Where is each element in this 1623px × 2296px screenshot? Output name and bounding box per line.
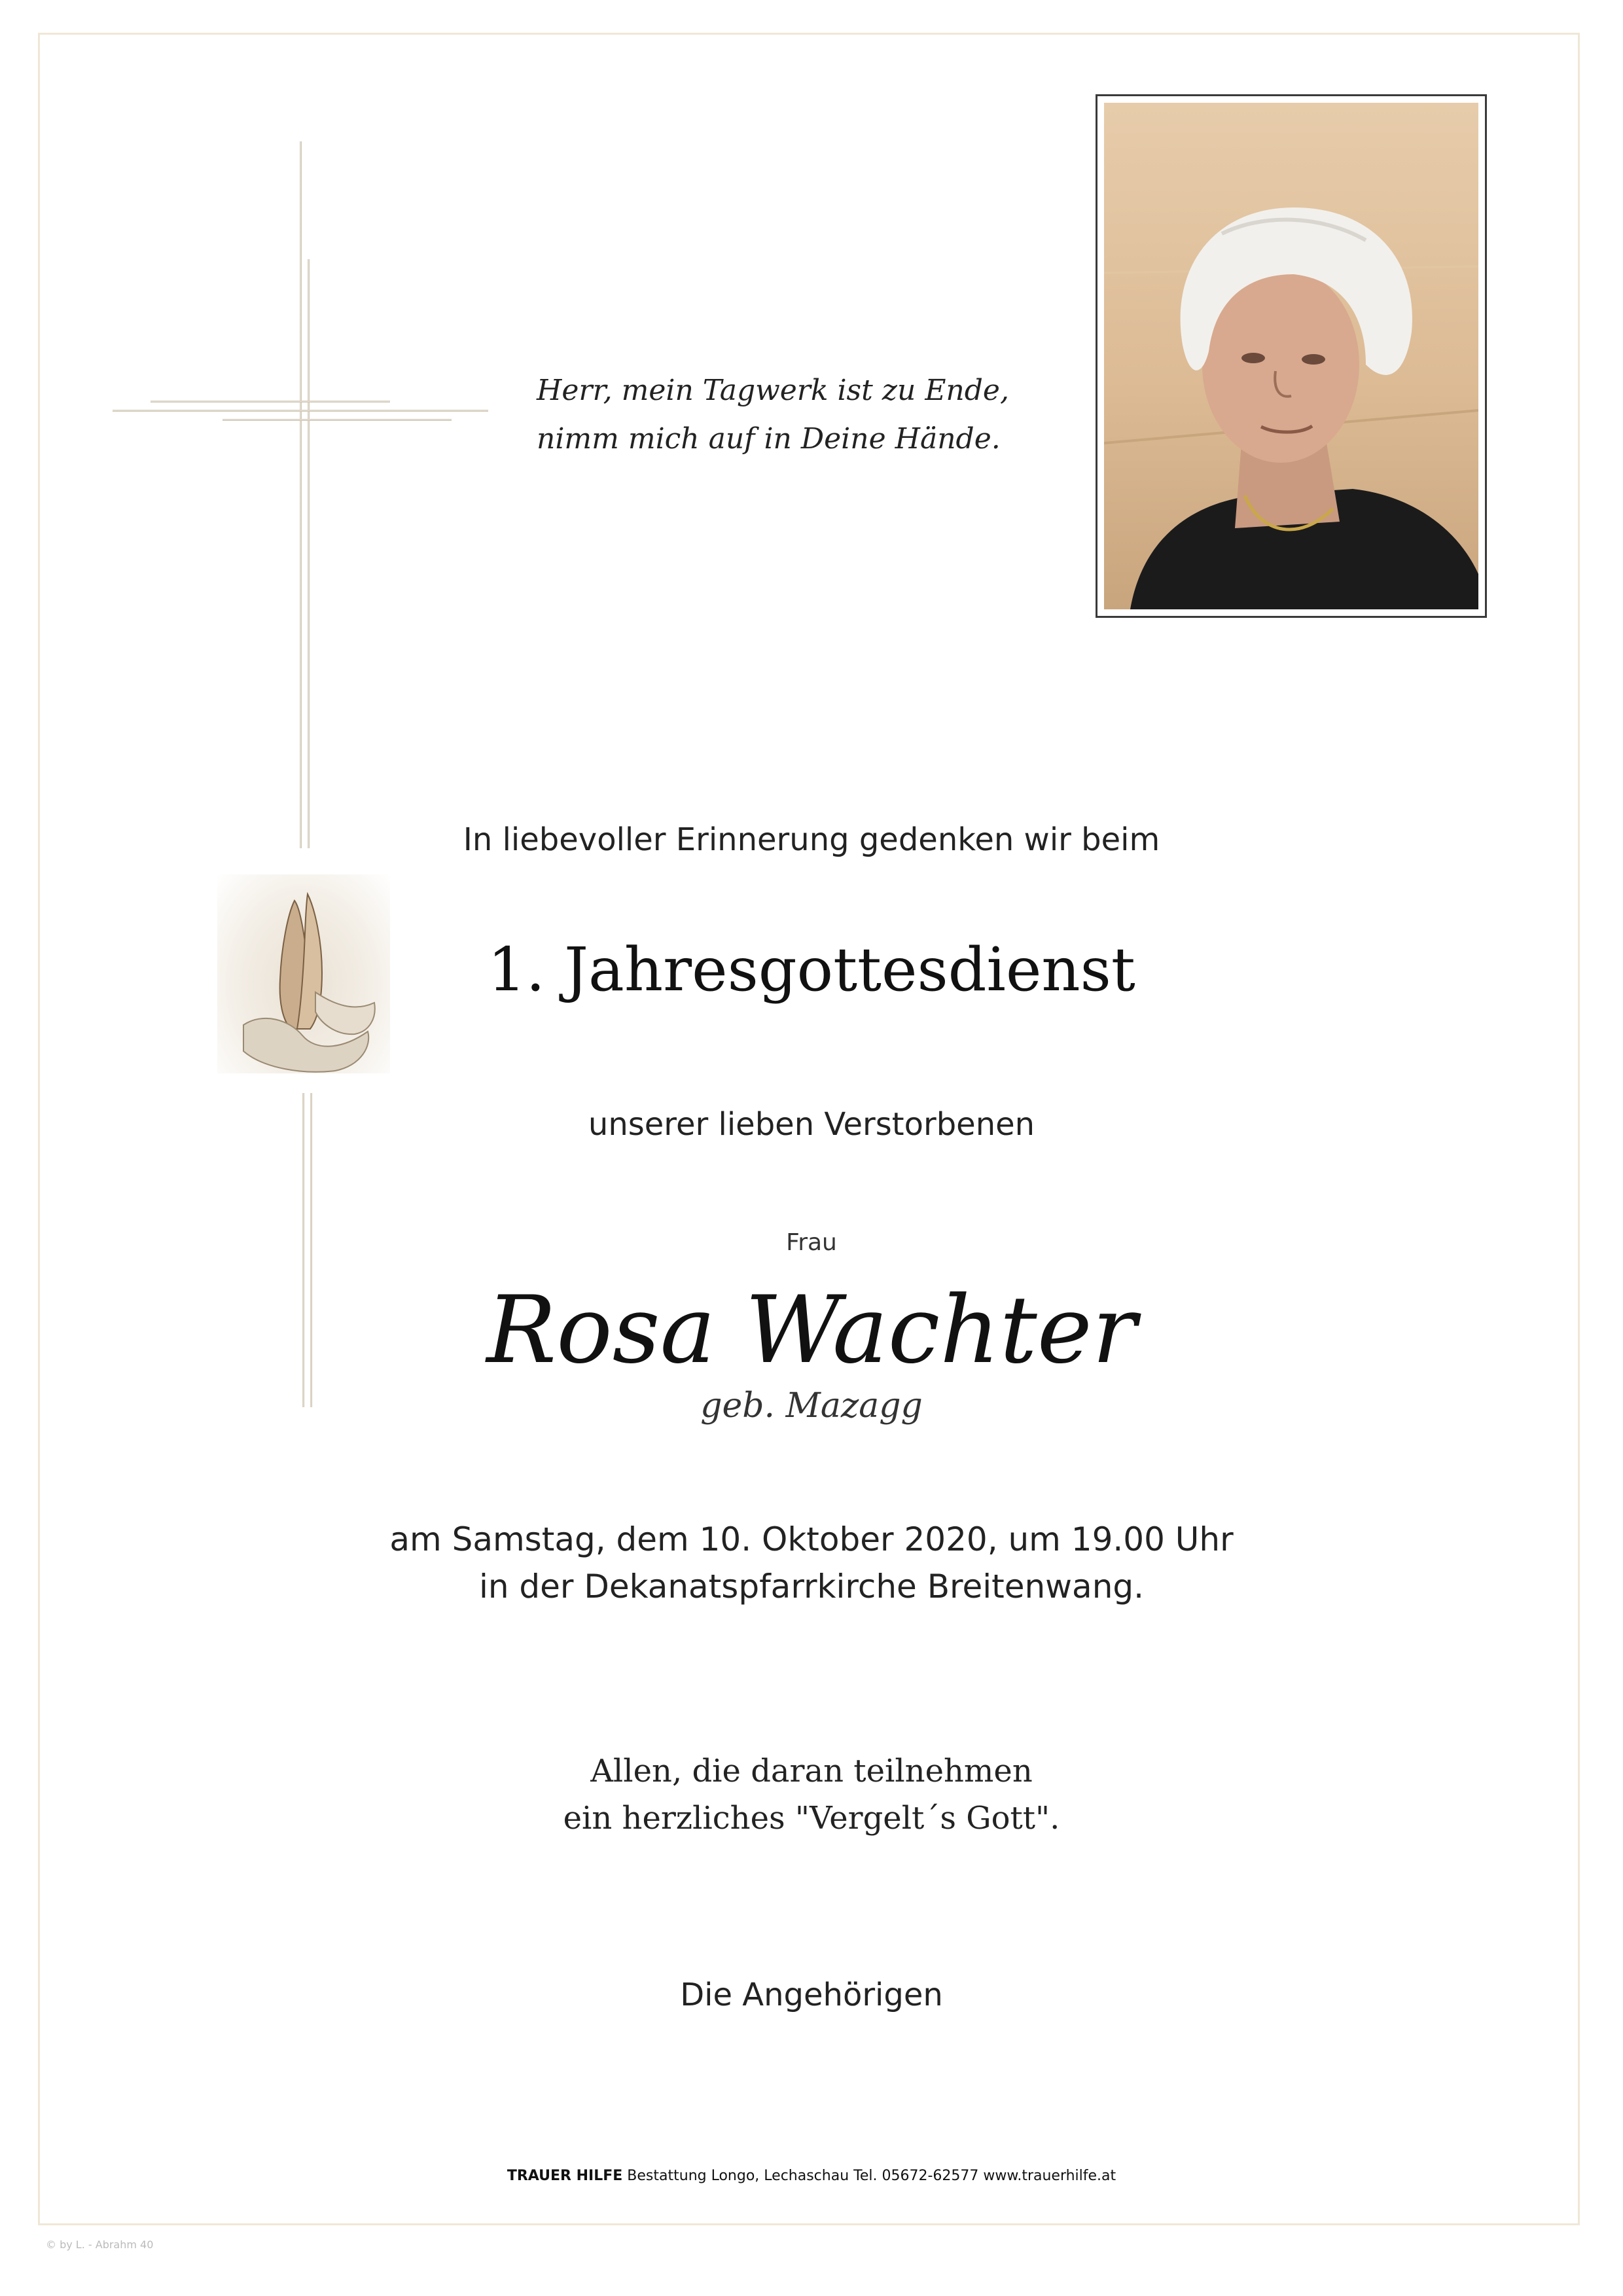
deceased-name: Rosa Wachter	[486, 1276, 1137, 1384]
footer	[0, 2168, 1623, 2184]
service-title: 1. Jahresgottesdienst	[488, 935, 1135, 1005]
date-line: am Samstag, dem 10. Oktober 2020, um 19.00 Uhr	[389, 1520, 1234, 1558]
thanks-text	[0, 1748, 1623, 1842]
closing-signature: Die Angehörigen	[680, 1977, 943, 2013]
copyright: © by L. - Abrahm 40	[46, 2238, 154, 2251]
thanks-line-2: ein herzliches "Vergelt´s Gott".	[563, 1800, 1060, 1837]
intro-text: In liebevoller Erinnerung gedenken wir beim	[463, 821, 1160, 858]
date-location	[0, 1516, 1623, 1610]
quote-line-1: Herr, mein Tagwerk ist zu Ende,	[537, 374, 1009, 407]
location-line: in der Dekanatspfarrkirche Breitenwang.	[478, 1568, 1145, 1605]
thanks-line-1: Allen, die daran teilnehmen	[590, 1753, 1033, 1789]
portrait-photo	[1096, 94, 1487, 618]
footer-details: Bestattung Longo, Lechaschau Tel. 05672-62577 www.trauerhilfe.at	[622, 2168, 1116, 2184]
honorific: Frau	[786, 1229, 837, 1256]
quote	[537, 367, 1060, 463]
quote-line-2: nimm mich auf in Deine Hände.	[537, 422, 1001, 456]
footer-brand: TRAUER HILFE	[507, 2168, 623, 2184]
birth-name: geb. Mazagg	[700, 1386, 923, 1426]
subtitle: unserer lieben Verstorbenen	[588, 1106, 1035, 1143]
